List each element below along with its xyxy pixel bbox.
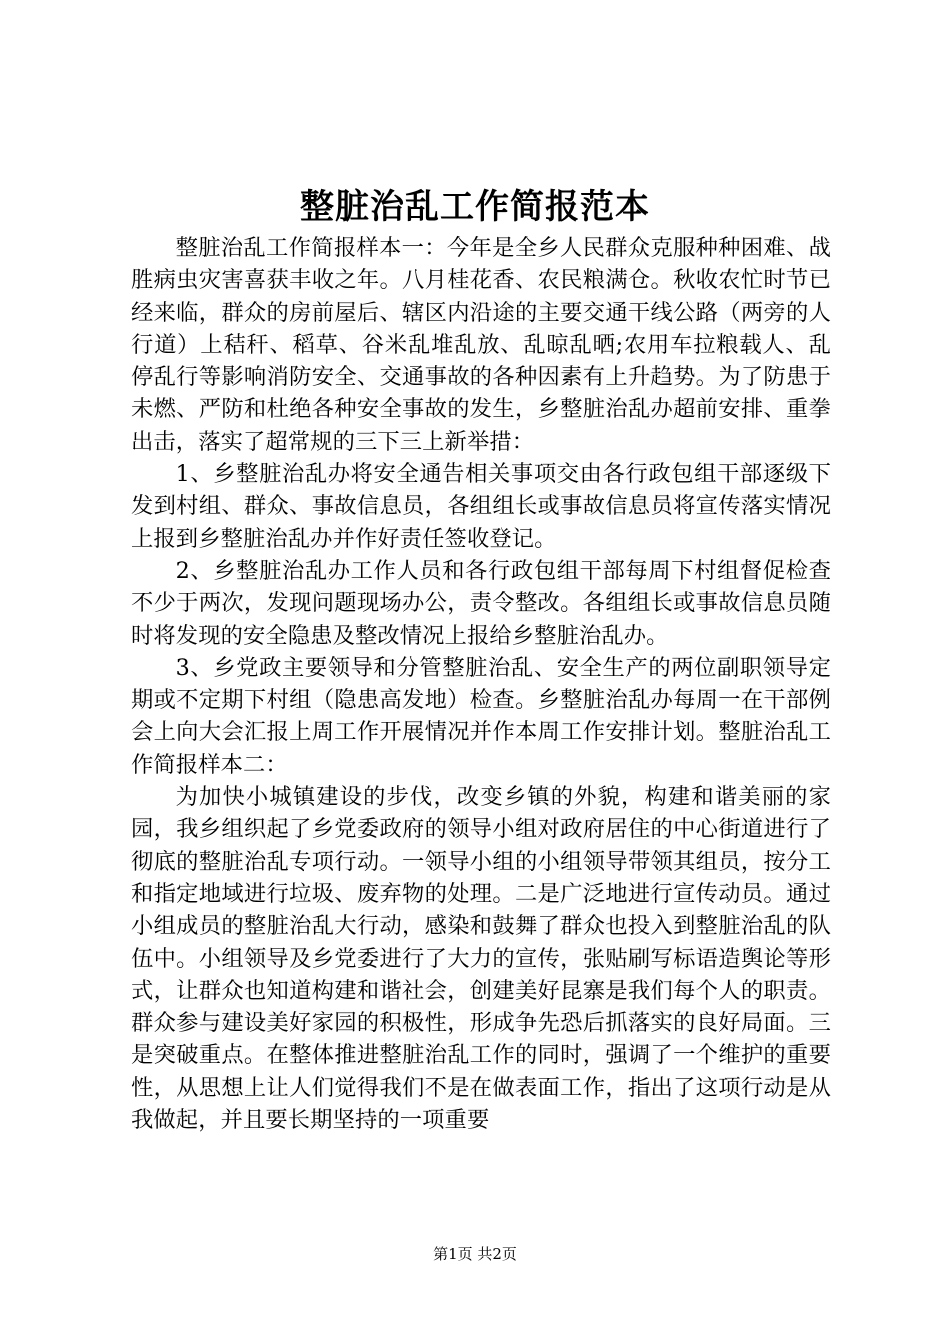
- paragraph-item-2: 2、乡整脏治乱办工作人员和各行政包组干部每周下村组督促检查不少于两次，发现问题现场办公，责令整改。各组组长或事故信息员随时将发现的安全隐患及整改情况上报给乡整脏治乱办。: [131, 557, 831, 649]
- document-body: [131, 232, 831, 1136]
- paragraph-sample-two: 为加快小城镇建设的步伐，改变乡镇的外貌，构建和谐美丽的家园，我乡组织起了乡党委政府的领导小组对政府居住的中心街道进行了彻底的整脏治乱专项行动。一领导小组的小组领导带领其组员，按分工和指定地域进行垃圾、废弃物的处理。二是广泛地进行宣传动员。通过小组成员的整脏治乱大行动，感染和鼓舞了群众也投入到整脏治乱的队伍中。小组领导及乡党委进行了大力的宣传，张贴刷写标语造舆论等形式，让群众也知道构建和谐社会，创建美好昆寨是我们每个人的职责。群众参与建设美好家园的积极性，形成争先恐后抓落实的良好局面。三是突破重点。在整体推进整脏治乱工作的同时，强调了一个维护的重要性，从思想上让人们觉得我们不是在做表面工作，指出了这项行动是从我做起，并且要长期坚持的一项重要: [131, 784, 831, 1134]
- page-number-footer: 第1页 共2页: [433, 1245, 517, 1263]
- paragraph-item-3: 3、乡党政主要领导和分管整脏治乱、安全生产的两位副职领导定期或不定期下村组（隐患高发地）检查。乡整脏治乱办每周一在干部例会上向大会汇报上周工作开展情况并作本周工作安排计划。整脏治乱工作简报样本二：: [131, 654, 831, 778]
- document-title: 整脏治乱工作简报范本: [300, 187, 650, 227]
- paragraph-item-1: 1、乡整脏治乱办将安全通告相关事项交由各行政包组干部逐级下发到村组、群众、事故信息员，各组组长或事故信息员将宣传落实情况上报到乡整脏治乱办并作好责任签收登记。: [131, 461, 831, 552]
- paragraph-intro: 整脏治乱工作简报样本一：今年是全乡人民群众克服种种困难、战胜病虫灾害喜获丰收之年。八月桂花香、农民粮满仓。秋收农忙时节已经来临，群众的房前屋后、辖区内沿途的主要交通干线公路（两旁的人行道）上秸秆、稻草、谷米乱堆乱放、乱晾乱晒;农用车拉粮载人、乱停乱行等影响消防安全、交通事故的各种因素有上升趋势。为了防患于未燃、严防和杜绝各种安全事故的发生，乡整脏治乱办超前安排、重拳出击，落实了超常规的三下三上新举措：: [131, 235, 831, 455]
